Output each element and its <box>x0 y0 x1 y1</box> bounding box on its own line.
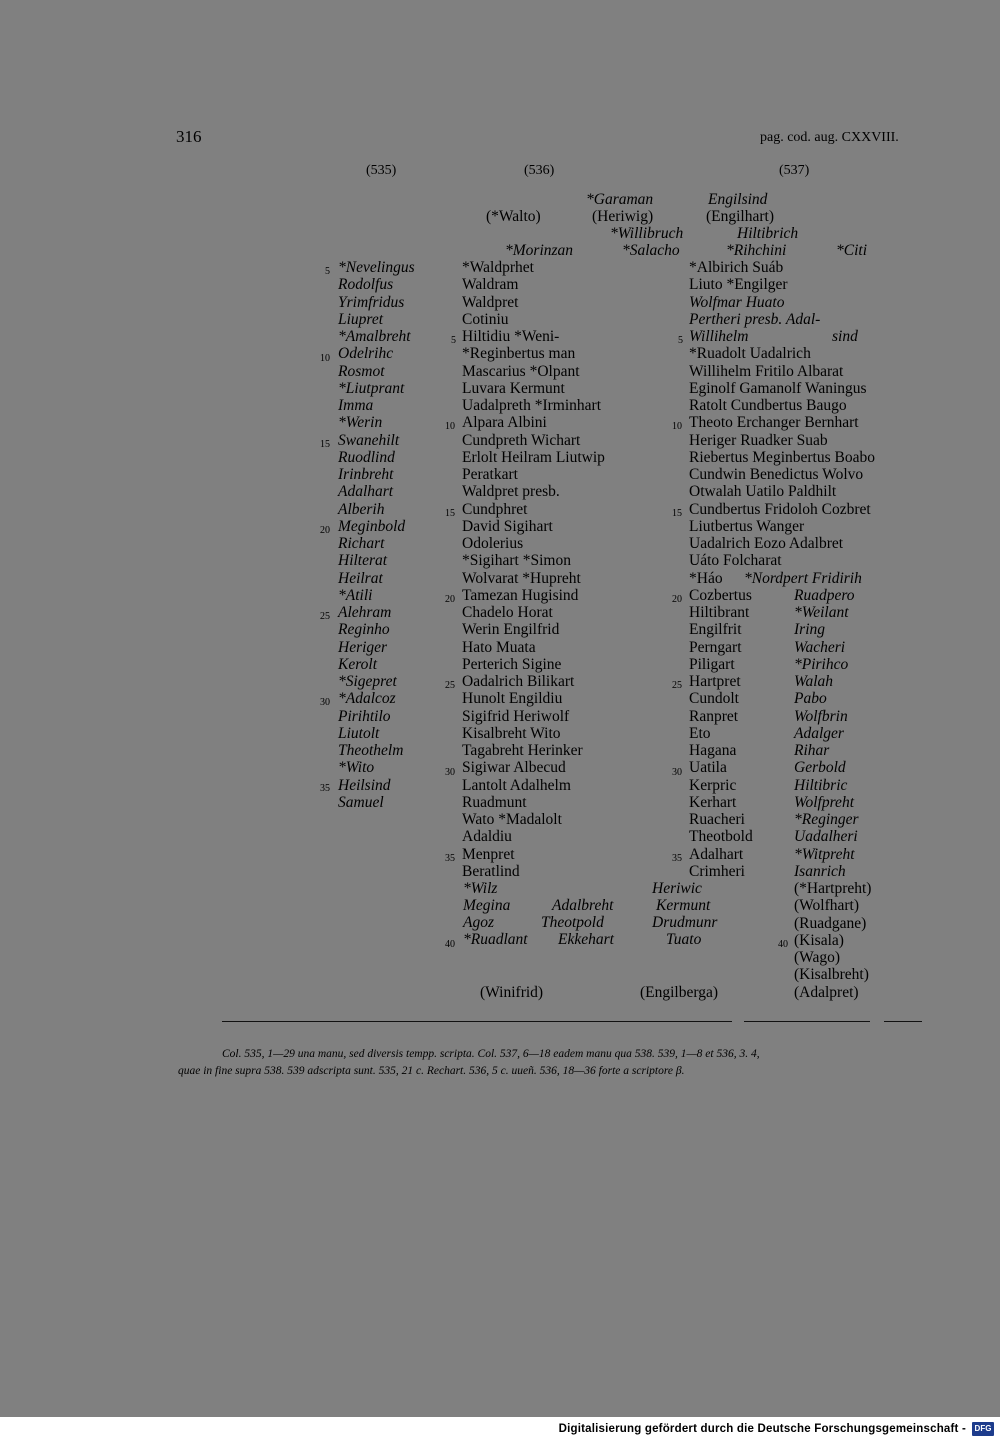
entry-line: *Wito <box>338 759 375 777</box>
entry-line: Adalhart <box>689 845 744 863</box>
name-adalbreht: Adalbreht <box>552 897 614 914</box>
entry-line: Ruodlind <box>338 448 395 466</box>
entry-line: Pirihtilo <box>338 707 391 725</box>
entry-line: Meginbold <box>338 517 406 535</box>
entry-line: *Háo <box>689 569 723 587</box>
name-agoz: Agoz <box>463 914 494 931</box>
entry-line: Pertheri presb. Adal- <box>689 310 821 328</box>
entry-line: Reginho <box>338 621 390 639</box>
name-ruadlant: *Ruadlant <box>463 931 528 948</box>
entry-line: Wolfmar Huato <box>689 293 785 311</box>
entry-line: Heriger <box>338 638 388 656</box>
name-sind: sind <box>832 328 858 345</box>
entry-line: Ruadmunt <box>462 793 527 811</box>
entry-line: Willihelm Fritilo Albarat <box>689 362 844 380</box>
running-header: pag. cod. aug. CXXVIII. <box>760 130 899 145</box>
name-heriwic: Heriwic <box>652 880 702 897</box>
line-number: 15 <box>672 508 682 519</box>
entry-line: Rosmot <box>338 362 385 380</box>
entry-line: Eto <box>689 724 711 742</box>
entry-line: Iring <box>794 621 825 639</box>
entry-line: Peratkart <box>462 466 518 483</box>
entry-line: Luvara Kermunt <box>462 379 565 397</box>
line-number: 10 <box>320 353 330 364</box>
entry-line: Uadalpreth *Irminhart <box>462 397 602 414</box>
column-number-536: (536) <box>524 163 555 178</box>
entry-line: *Werin <box>338 414 383 432</box>
footnote-line: quae in fine supra 538. 539 adscripta sunt. 535, 21 c. Rechart. 536, 5 c. uueñ. 536, 18—36 forte a scriptore β. <box>178 1065 685 1077</box>
entry-line: Adalhart <box>338 483 394 501</box>
column-number-535: (535) <box>366 163 397 178</box>
entry-line: Walah <box>794 673 834 690</box>
line-number: 20 <box>672 594 682 605</box>
name-drudmunr: Drudmunr <box>652 914 718 931</box>
entry-line: Swanehilt <box>338 431 400 449</box>
entry-line: Piligart <box>689 655 735 673</box>
entry-line: Hartpret <box>689 673 741 690</box>
entry-line: Otwalah Uatilo Paldhilt <box>689 483 837 501</box>
entry-line: Perngart <box>689 638 742 656</box>
entry-line: Rihar <box>794 742 830 759</box>
entry-line: Waldram <box>462 276 519 294</box>
line-number: 30 <box>445 767 455 778</box>
entry-line: (*Hartpreht) <box>794 880 872 897</box>
entry-line: Hagana <box>689 742 737 759</box>
entry-line: Cundwin Benedictus Wolvo <box>689 466 864 483</box>
entry-line: Kerhart <box>689 793 737 811</box>
page-number: 316 <box>176 127 202 146</box>
entry-line: Crimheri <box>689 862 745 880</box>
name-citi: *Citi <box>836 242 868 259</box>
entry-line: Wacheri <box>794 638 846 656</box>
entry-line: Cozbertus <box>689 586 752 604</box>
name-ekkehart: Ekkehart <box>558 931 614 948</box>
entry-line: Adaldiu <box>462 828 512 846</box>
entry-line: Hato Muata <box>462 638 536 656</box>
entry-line: David Sigihart <box>462 517 553 535</box>
entry-line: Alpara Albini <box>462 414 547 432</box>
entry-line: (Adalpret) <box>794 983 859 1001</box>
entry-line: Pabo <box>794 690 827 708</box>
entry-line: *Atili <box>338 586 373 604</box>
line-number: 40 <box>445 939 455 950</box>
entry-line: Wolfbrin <box>794 707 848 725</box>
entry-line: Wolfpreht <box>794 793 854 811</box>
footnote-rule <box>222 1021 732 1022</box>
line-number: 10 <box>445 421 455 432</box>
entry-line: Kerolt <box>338 655 378 673</box>
entry-line: *Reginger <box>794 811 859 828</box>
name-engilberga: (Engilberga) <box>640 984 719 1001</box>
footnote-line: Col. 535, 1—29 una manu, sed diversis tempp. scripta. Col. 537, 6—18 eadem manu qua 538. 539, 1—8 et 536, 3. 4, <box>222 1048 760 1060</box>
entry-line: Uáto Folcharat <box>689 552 782 570</box>
name-wilz: *Wilz <box>463 880 498 897</box>
entry-line: Wato *Madalolt <box>462 811 562 828</box>
entry-line: Kisalbreht Wito <box>462 724 561 742</box>
entry-line: *Liutprant <box>338 379 405 397</box>
entry-line: Liuto *Engilger <box>689 276 788 294</box>
entry-line: Theotbold <box>689 828 753 846</box>
entry-line: Uadalrich Eozo Adalbret <box>689 535 844 552</box>
entry-line: *Albirich Suáb <box>689 259 784 276</box>
line-number: 15 <box>320 439 330 450</box>
entry-line: Perterich Sigine <box>462 655 562 673</box>
line-number: 20 <box>445 594 455 605</box>
entry-line: Alberih <box>338 500 385 518</box>
entry-line: Werin Engilfrid <box>462 621 560 639</box>
entry-line: *Amalbreht <box>338 328 411 345</box>
name-engilhart: (Engilhart) <box>706 208 775 225</box>
entry-line: Richart <box>338 535 385 552</box>
entry-line: Theothelm <box>338 742 404 759</box>
entry-line: Ruacheri <box>689 811 745 828</box>
entry-line: Chadelo Horat <box>462 604 553 621</box>
entry-line: Hiltibric <box>794 776 848 794</box>
name-theotpold: Theotpold <box>541 914 604 931</box>
column-number-537: (537) <box>779 163 810 178</box>
entry-line: Imma <box>338 397 374 414</box>
entry-line: Mascarius *Olpant <box>462 362 580 380</box>
entry-line: Alehram <box>338 604 392 621</box>
entry-line: Tamezan Hugisind <box>462 586 579 604</box>
name-winifrid: (Winifrid) <box>480 984 544 1001</box>
line-number: 30 <box>672 767 682 778</box>
dfg-logo-icon: DFG <box>972 1422 994 1436</box>
entry-line: Oadalrich Bilikart <box>462 673 575 690</box>
line-number: 10 <box>672 421 682 432</box>
line-number: 5 <box>451 335 456 346</box>
entry-line: Ratolt Cundbertus Baugo <box>689 397 847 414</box>
name-engilsind: Engilsind <box>708 191 768 208</box>
entry-line: *Nordpert Fridirih <box>744 569 862 587</box>
name-kermunt: Kermunt <box>656 897 711 914</box>
name-morinzan: *Morinzan <box>505 242 574 259</box>
entry-line: *Sigihart *Simon <box>462 552 571 570</box>
entry-line: Ruadpero <box>794 586 855 604</box>
entry-line: *Reginbertus man <box>462 345 576 363</box>
entry-line: Yrimfridus <box>338 293 405 311</box>
entry-line: Hiltibrant <box>689 604 750 621</box>
entry-line: (Ruadgane) <box>794 914 867 932</box>
entry-line: Wolvarat *Hupreht <box>462 569 581 587</box>
entry-line: (Kisala) <box>794 931 844 949</box>
name-megina: Megina <box>463 897 511 914</box>
entry-line: Menpret <box>462 845 515 863</box>
line-number: 5 <box>678 335 683 346</box>
line-number: 40 <box>778 939 788 950</box>
footnote-rule <box>884 1021 922 1022</box>
footer-bar <box>0 1417 1000 1443</box>
entry-line: Cotiniu <box>462 310 509 328</box>
entry-line: Uatila <box>689 759 727 777</box>
entry-line: *Ruadolt Uadalrich <box>689 345 811 363</box>
entry-line: Beratlind <box>462 862 520 880</box>
line-number: 35 <box>320 783 330 794</box>
entry-line: Cundbertus Fridoloh Cozbret <box>689 500 871 518</box>
line-number: 30 <box>320 697 330 708</box>
entry-line: *Nevelingus <box>338 259 415 276</box>
name-tuato: Tuato <box>666 931 702 948</box>
entry-line: Erlolt Heilram Liutwip <box>462 448 605 466</box>
entry-line: (Wolfhart) <box>794 897 860 915</box>
name-walto: (*Walto) <box>486 208 541 225</box>
entry-line: Riebertus Meginbertus Boabo <box>689 448 875 466</box>
footnote-rule <box>744 1021 870 1022</box>
line-number: 25 <box>445 680 455 691</box>
entry-line: Engilfrit <box>689 621 742 639</box>
entry-line: Liutbertus Wanger <box>689 517 805 535</box>
entry-line: Heilrat <box>338 569 383 587</box>
entry-line: *Sigepret <box>338 673 397 690</box>
line-number: 35 <box>672 853 682 864</box>
entry-line: Cundphret <box>462 500 528 518</box>
line-number: 25 <box>672 680 682 691</box>
line-number: 15 <box>445 508 455 519</box>
footer-text: Digitalisierung gefördert durch die Deutsche Forschungsgemeinschaft - <box>558 1423 966 1435</box>
entry-line: *Weilant <box>794 604 849 621</box>
entry-line: *Witpreht <box>794 845 855 863</box>
name-heriwig: (Heriwig) <box>592 208 654 225</box>
entry-line: Heriger Ruadker Suab <box>689 431 828 449</box>
entry-line: Willihelm <box>689 328 749 345</box>
name-garaman: *Garaman <box>586 191 654 208</box>
entry-line: Gerbold <box>794 759 846 777</box>
entry-line: Waldpret <box>462 293 519 311</box>
entry-line: Liutolt <box>338 724 380 742</box>
entry-line: Uadalheri <box>794 828 858 846</box>
entry-line: Cundolt <box>689 690 739 708</box>
entry-line: Irinbreht <box>338 466 394 483</box>
entry-line: Waldpret presb. <box>462 483 560 501</box>
line-number: 5 <box>325 266 330 277</box>
entry-line: Odelrihc <box>338 345 394 363</box>
name-salacho: *Salacho <box>622 242 680 259</box>
line-number: 20 <box>320 525 330 536</box>
entry-line: Sigiwar Albecud <box>462 759 566 777</box>
entry-line: Adalger <box>794 724 844 742</box>
entry-line: Odolerius <box>462 535 524 552</box>
entry-line: Isanrich <box>794 862 846 880</box>
entry-line: *Pirihco <box>794 655 849 673</box>
entry-line: *Waldprhet <box>462 259 534 276</box>
entry-line: Hiltidiu *Weni- <box>462 328 560 345</box>
entry-line: (Wago) <box>794 949 841 966</box>
entry-line: *Adalcoz <box>338 690 396 708</box>
line-number: 25 <box>320 611 330 622</box>
entry-line: Sigifrid Heriwolf <box>462 707 570 725</box>
entry-line: Theoto Erchanger Bernhart <box>689 414 859 432</box>
entry-line: Liupret <box>338 310 384 328</box>
name-willibruch: *Willibruch <box>610 225 684 242</box>
name-hiltibrich: Hiltibrich <box>737 225 799 242</box>
entry-line: Lantolt Adalhelm <box>462 776 571 794</box>
entry-line: (Kisalbreht) <box>794 966 869 984</box>
entry-line: Heilsind <box>338 776 391 794</box>
entry-line: Cundpreth Wichart <box>462 431 581 449</box>
name-rihchini: *Rihchini <box>726 242 787 259</box>
entry-line: Ranpret <box>689 707 739 725</box>
entry-line: Kerpric <box>689 776 737 794</box>
line-number: 35 <box>445 853 455 864</box>
entry-line: Eginolf Gamanolf Waningus <box>689 379 867 397</box>
entry-line: Hunolt Engildiu <box>462 690 563 708</box>
entry-line: Rodolfus <box>338 276 394 294</box>
entry-line: Tagabreht Herinker <box>462 742 583 759</box>
entry-line: Samuel <box>338 793 384 811</box>
entry-line: Hilterat <box>338 552 388 570</box>
